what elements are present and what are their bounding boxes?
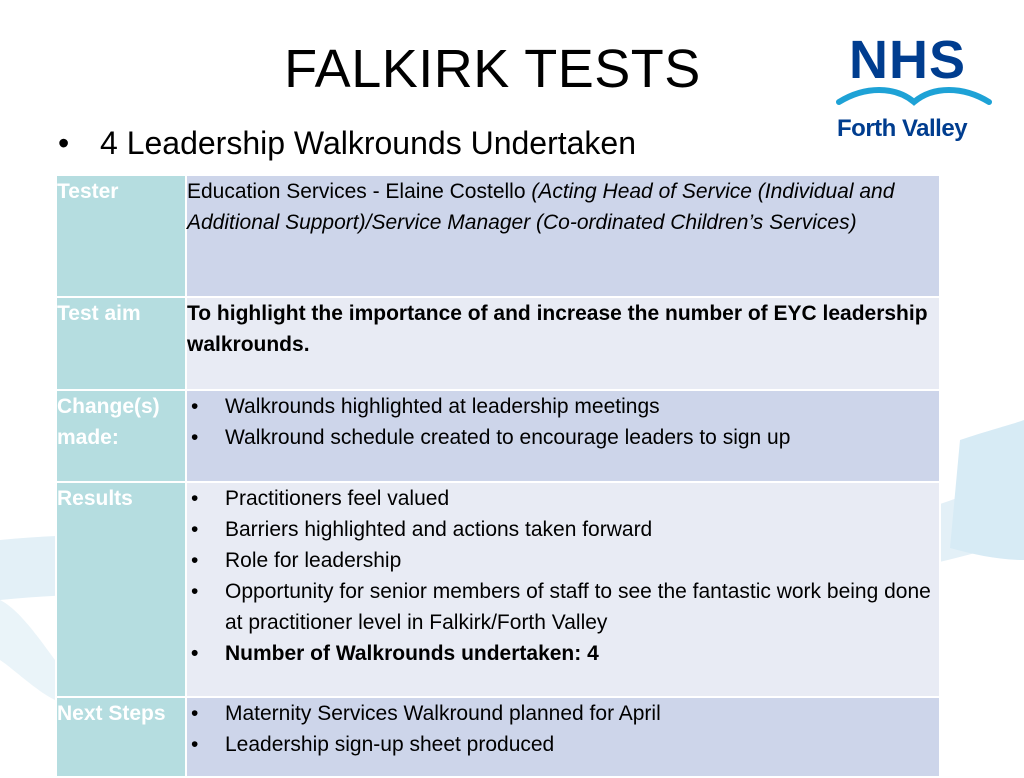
list-item: • Leadership sign-up sheet produced <box>187 729 939 760</box>
page-title: FALKIRK TESTS <box>284 39 701 99</box>
list-item: • Role for leadership <box>187 545 939 576</box>
row-next-steps <box>56 697 940 777</box>
content-tester <box>186 175 940 297</box>
subtitle-bullet <box>58 120 636 166</box>
list-item: • Maternity Services Walkround planned for April <box>187 698 939 729</box>
label-test-aim: Test aim <box>56 297 186 390</box>
list-item: • Practitioners feel valued <box>187 483 939 514</box>
label-changes: Change(s) made: <box>56 390 186 482</box>
content-test-aim: To highlight the importance of and increase the number of EYC leadership walkrounds. <box>186 297 940 390</box>
row-results <box>56 482 940 697</box>
row-test-aim <box>56 297 940 390</box>
list-item: • Barriers highlighted and actions taken forward <box>187 514 939 545</box>
list-item: • Walkround schedule created to encourage leaders to sign up <box>187 422 939 453</box>
bullet-icon: • <box>58 125 70 161</box>
test-summary-table <box>55 174 941 778</box>
content-changes <box>186 390 940 482</box>
content-results <box>186 482 940 697</box>
tester-name: Education Services - Elaine Costello <box>187 180 532 203</box>
label-next-steps: Next Steps <box>56 697 186 777</box>
row-changes <box>56 390 940 482</box>
logo-forth-valley-text: Forth Valley <box>837 115 968 142</box>
label-tester: Tester <box>56 175 186 297</box>
content-next-steps <box>186 697 940 777</box>
nhs-forth-valley-logo <box>833 30 993 150</box>
tester-role: (Acting Head of Service (Individual and Additional Support)/Service Manager (Co-ordinated Children’s Services) <box>187 180 895 234</box>
logo-wave-icon <box>835 80 993 114</box>
list-item: • Walkrounds highlighted at leadership meetings <box>187 391 939 422</box>
list-item: • Opportunity for senior members of staff to see the fantastic work being done at practitioner level in Falkirk/Forth Valley <box>187 576 939 638</box>
row-tester <box>56 175 940 297</box>
logo-nhs-text: NHS <box>849 30 967 90</box>
subtitle-text: 4 Leadership Walkrounds Undertaken <box>100 125 637 161</box>
list-item-walkround-count: • Number of Walkrounds undertaken: 4 <box>187 638 939 669</box>
label-results: Results <box>56 482 186 697</box>
